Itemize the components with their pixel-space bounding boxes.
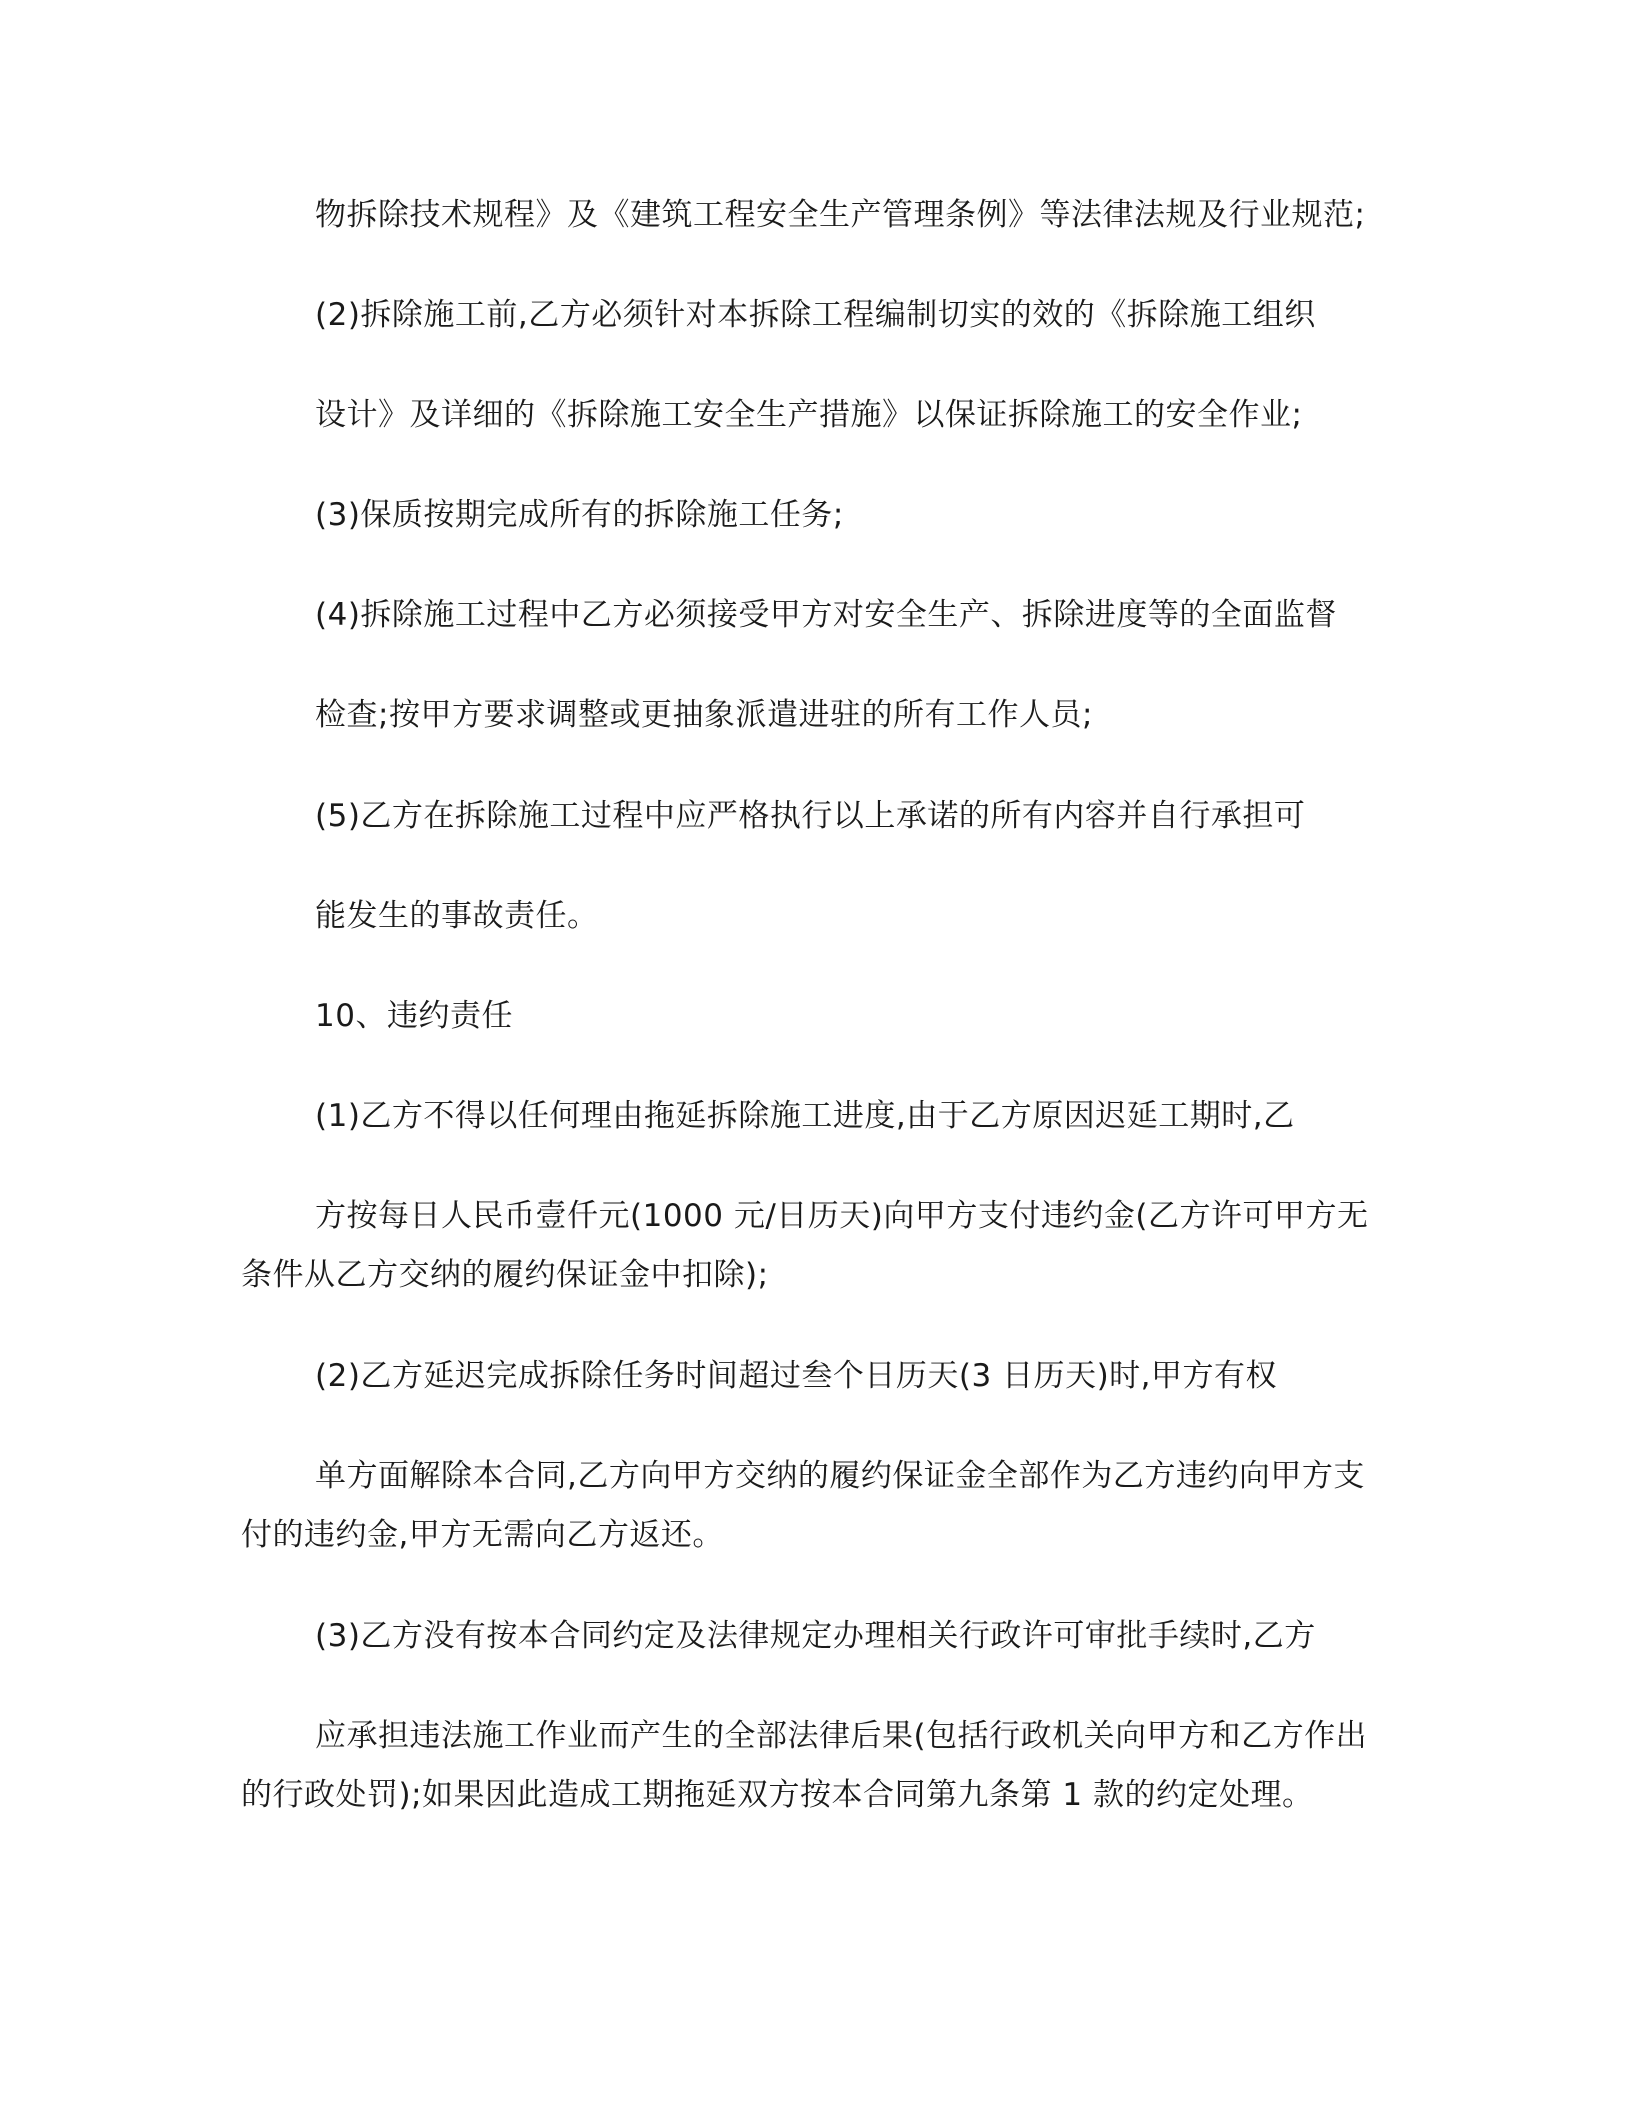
text-line-13: (2)乙方延迟完成拆除任务时间超过叁个日历天(3 日历天)时,甲方有权 bbox=[315, 1358, 1278, 1394]
text-line-16: (3)乙方没有按本合同约定及法律规定办理相关行政许可审批手续时,乙方 bbox=[315, 1618, 1316, 1654]
text-line-8: 能发生的事故责任。 bbox=[315, 898, 599, 934]
text-line-11: 方按每日人民币壹仟元(1000 元/日历天)向甲方支付违约金(乙方许可甲方无 bbox=[315, 1198, 1369, 1234]
text-line-4: (3)保质按期完成所有的拆除施工任务; bbox=[315, 497, 844, 533]
text-line-10: (1)乙方不得以任何理由拖延拆除施工进度,由于乙方原因迟延工期时,乙 bbox=[315, 1098, 1295, 1134]
text-line-2: (2)拆除施工前,乙方必须针对本拆除工程编制切实的效的《拆除施工组织 bbox=[315, 297, 1316, 333]
section-heading: 10、违约责任 bbox=[315, 998, 513, 1034]
text-line-3: 设计》及详细的《拆除施工安全生产措施》以保证拆除施工的安全作业; bbox=[315, 397, 1303, 433]
text-line-12: 条件从乙方交纳的履约保证金中扣除); bbox=[241, 1257, 769, 1293]
text-line-15: 付的违约金,甲方无需向乙方返还。 bbox=[241, 1517, 724, 1553]
text-line-6: 检查;按甲方要求调整或更抽象派遣进驻的所有工作人员; bbox=[315, 697, 1093, 733]
text-line-14: 单方面解除本合同,乙方向甲方交纳的履约保证金全部作为乙方违约向甲方支 bbox=[315, 1458, 1365, 1494]
text-line-18: 的行政处罚);如果因此造成工期拖延双方按本合同第九条第 1 款的约定处理。 bbox=[241, 1777, 1314, 1813]
text-line-7: (5)乙方在拆除施工过程中应严格执行以上承诺的所有内容并自行承担可 bbox=[315, 798, 1306, 834]
text-line-5: (4)拆除施工过程中乙方必须接受甲方对安全生产、拆除进度等的全面监督 bbox=[315, 597, 1337, 633]
text-line-17: 应承担违法施工作业而产生的全部法律后果(包括行政机关向甲方和乙方作出 bbox=[315, 1718, 1368, 1754]
text-line-1: 物拆除技术规程》及《建筑工程安全生产管理条例》等法律法规及行业规范; bbox=[315, 197, 1366, 233]
